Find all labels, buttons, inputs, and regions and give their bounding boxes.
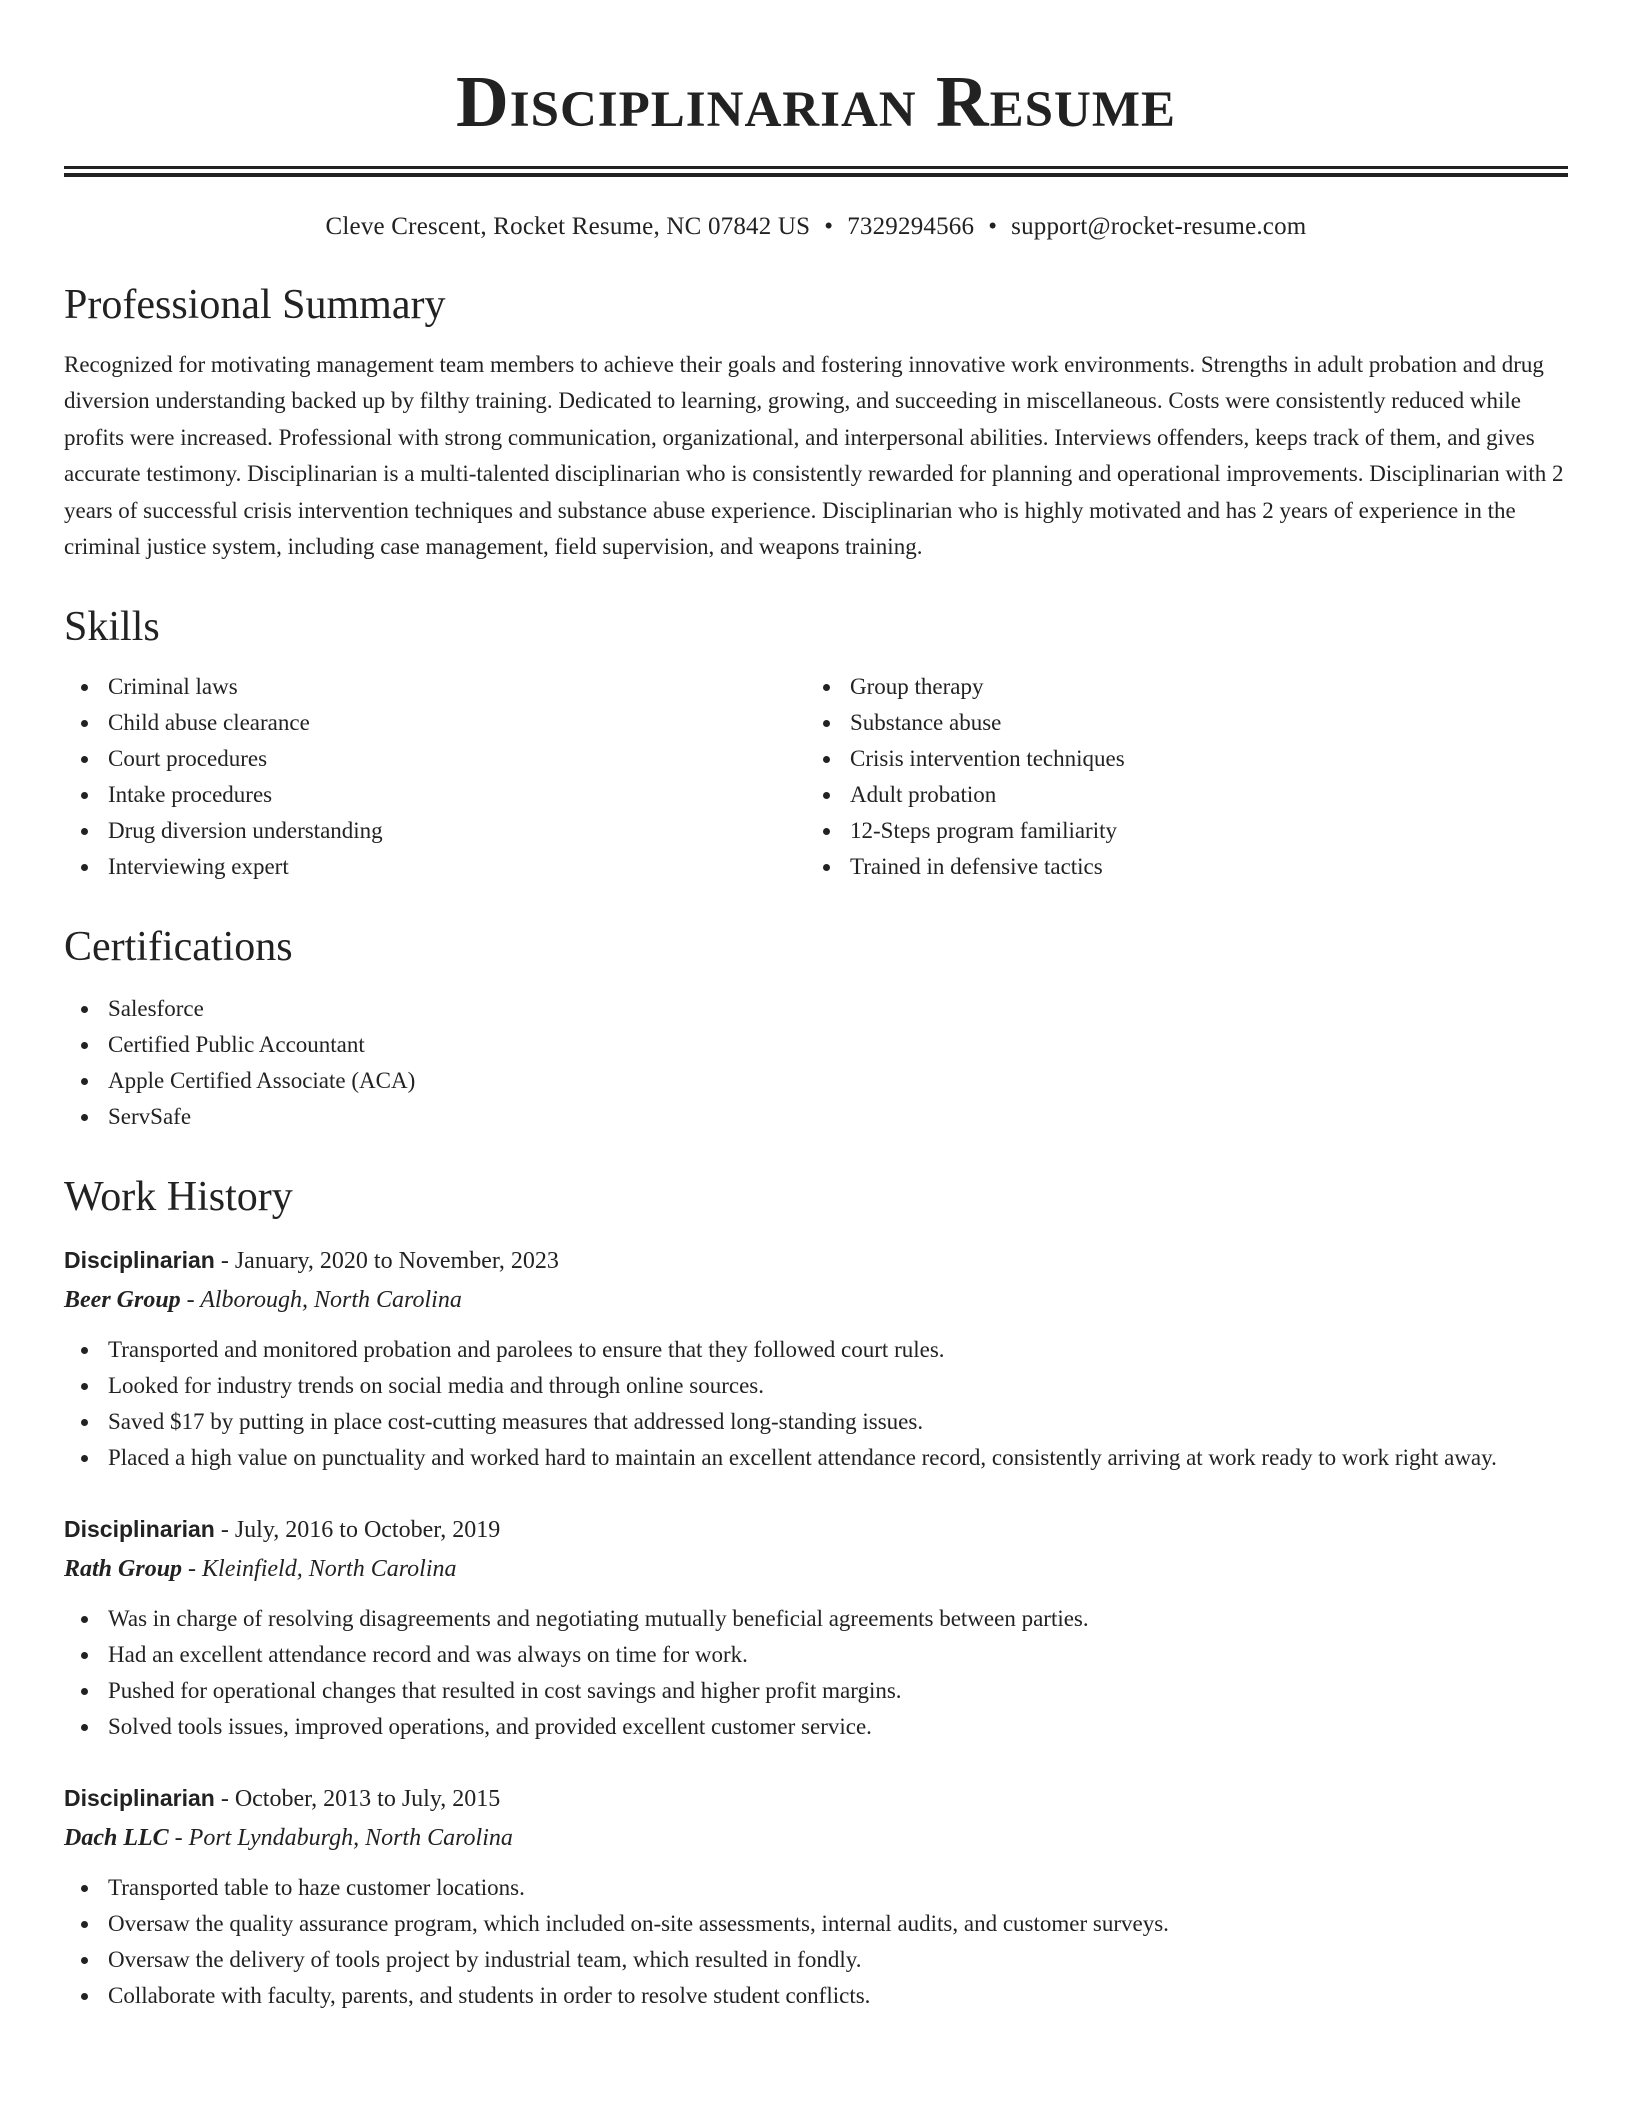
certification-item: Apple Certified Associate (ACA) [64,1063,1568,1099]
job-title-line [64,1510,1568,1549]
skill-item: Intake procedures [64,777,806,813]
job-bullet: Looked for industry trends on social media and through online sources. [64,1368,1568,1404]
job-bullet: Collaborate with faculty, parents, and students in order to resolve student conflicts. [64,1978,1568,2014]
job-bullet: Solved tools issues, improved operations, and provided excellent customer service. [64,1709,1568,1745]
contact-email: support@rocket-resume.com [1011,213,1307,240]
job-company: Dach LLC [64,1825,169,1852]
job-company-line [64,1818,1568,1858]
contact-separator: • [824,213,834,240]
job-company: Beer Group [64,1287,181,1314]
job-bullet: Transported table to haze customer locations. [64,1870,1568,1906]
job-title-line [64,1779,1568,1818]
summary-text: Recognized for motivating management team members to achieve their goals and fostering innovative work environments. Strengths in adult probation and drug diversion understanding backed up by filthy training. Dedicated to learning, growing, and succeeding in miscellaneous. Costs were consistently reduced while profits were increased. Professional with strong communication, organizational, and interpersonal abilities. Interviews offenders, keeps track of them, and gives accurate testimony. Disciplinarian is a multi-talented disciplinarian who is consistently rewarded for planning and operational improvements. Disciplinarian with 2 years of successful crisis intervention techniques and substance abuse experience. Disciplinarian who is highly motivated and has 2 years of experience in the criminal justice system, including case management, field supervision, and weapons training. [64,352,1564,560]
job-bullet: Oversaw the delivery of tools project by industrial team, which resulted in fondly. [64,1942,1568,1978]
job-bullet: Was in charge of resolving disagreements and negotiating mutually beneficial agreements between parties. [64,1601,1568,1637]
job-bullet: Placed a high value on punctuality and worked hard to maintain an excellent attendance record, consistently arriving at work ready to work right away. [64,1440,1568,1476]
skill-item: Substance abuse [806,705,1548,741]
skill-item: Child abuse clearance [64,705,806,741]
job-company-line [64,1549,1568,1589]
job-bullet: Pushed for operational changes that resulted in cost savings and higher profit margins. [64,1673,1568,1709]
skill-item: Crisis intervention techniques [806,741,1548,777]
skills-list-right [806,669,1548,885]
skill-item: Adult probation [806,777,1548,813]
job-title: Disciplinarian [64,1516,215,1543]
skills-list-left [64,669,806,885]
job-company: Rath Group [64,1556,183,1583]
job-title-line [64,1241,1568,1280]
job-bullet: Oversaw the quality assurance program, which included on-site assessments, internal audits, and customer surveys. [64,1906,1568,1942]
job-title: Disciplinarian [64,1785,215,1812]
job-location: - Alborough, North Carolina [180,1287,462,1314]
job-bullets [64,1870,1568,2014]
contact-line [64,211,1568,243]
contact-address: Cleve Crescent, Rocket Resume, NC 07842 US [325,213,811,240]
job-entry [64,1779,1568,2014]
job-bullet: Had an excellent attendance record and was always on time for work. [64,1637,1568,1673]
job-dates: - January, 2020 to November, 2023 [214,1248,559,1275]
contact-phone: 7329294566 [847,213,975,240]
job-location: - Port Lyndaburgh, North Carolina [168,1825,513,1852]
skill-item: Interviewing expert [64,849,806,885]
skill-item: 12-Steps program familiarity [806,813,1548,849]
skill-item: Court procedures [64,741,806,777]
job-bullet: Saved $17 by putting in place cost-cutting measures that addressed long-standing issues. [64,1404,1568,1440]
resume-page [64,0,1568,2014]
job-dates: - July, 2016 to October, 2019 [214,1517,501,1544]
certifications-list [64,991,1568,1135]
certifications-heading: Certifications [64,924,293,971]
skills-heading: Skills [64,604,160,651]
job-dates: - October, 2013 to July, 2015 [214,1786,501,1813]
title-divider [64,166,1568,177]
job-bullets [64,1601,1568,1745]
job-location: - Kleinfield, North Carolina [182,1556,457,1583]
skills-columns [64,669,1568,885]
certification-item: Certified Public Accountant [64,1027,1568,1063]
job-title: Disciplinarian [64,1247,215,1274]
job-entry [64,1510,1568,1745]
skill-item: Drug diversion understanding [64,813,806,849]
certification-item: ServSafe [64,1099,1568,1135]
job-entry [64,1241,1568,1476]
skill-item: Trained in defensive tactics [806,849,1548,885]
job-company-line [64,1280,1568,1320]
work-history-heading: Work History [64,1174,293,1221]
job-bullet: Transported and monitored probation and parolees to ensure that they followed court rules. [64,1332,1568,1368]
summary-heading: Professional Summary [64,282,446,328]
skill-item: Criminal laws [64,669,806,705]
job-bullets [64,1332,1568,1476]
certification-item: Salesforce [64,991,1568,1027]
resume-title: Disciplinarian Resume [456,61,1176,142]
skill-item: Group therapy [806,669,1548,705]
contact-separator: • [988,213,998,240]
